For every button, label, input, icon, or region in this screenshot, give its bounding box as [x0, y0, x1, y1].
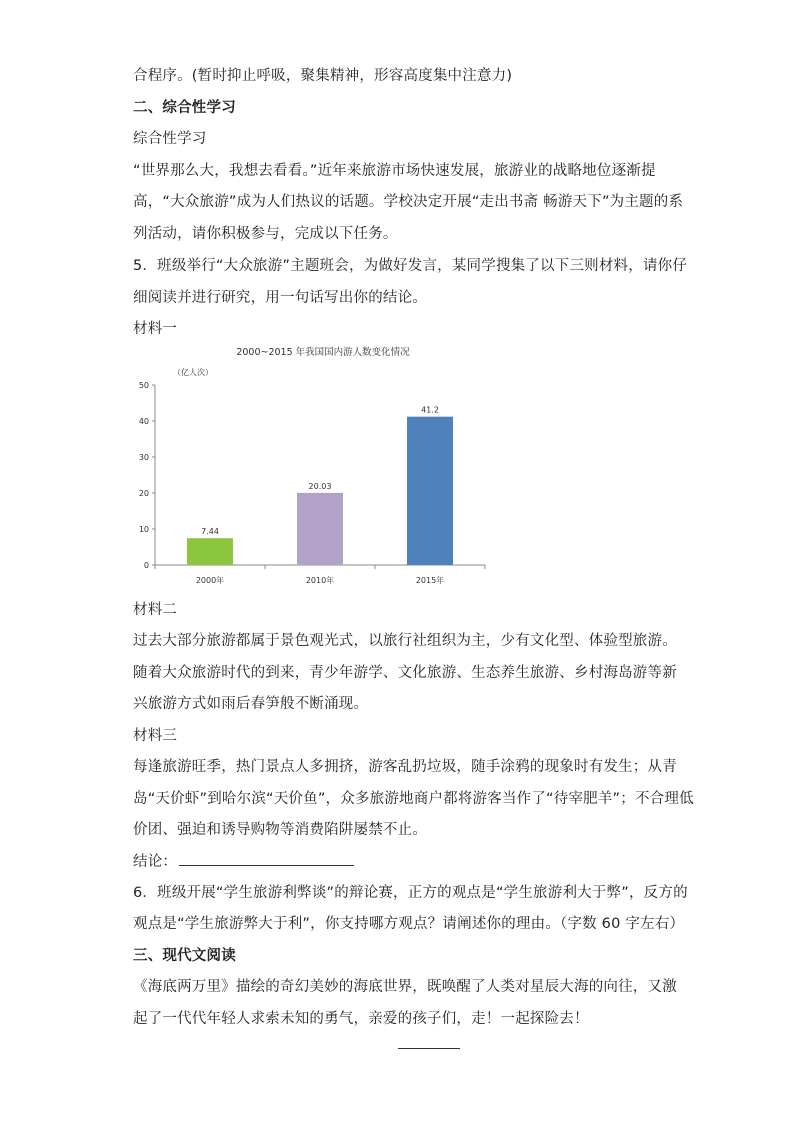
- material-label: 材料二: [133, 602, 178, 618]
- section-heading: 二、综合性学习: [133, 100, 236, 116]
- text-line: “世界那么大，我想去看看。”近年来旅游市场快速发展，旅游业的战略地位逐渐提: [133, 163, 656, 179]
- question-6: 6．班级开展“学生旅游利弊谈”的辩论赛，正方的观点是“学生旅游利大于弊”，反方的: [133, 885, 688, 901]
- y-tick-label: 0: [143, 561, 149, 570]
- y-tick-label: 40: [138, 417, 149, 426]
- bar: [407, 417, 453, 565]
- section-subtitle: 综合性学习: [133, 131, 207, 147]
- x-tick-label: 2015年: [415, 576, 445, 585]
- text-line: 高，“大众旅游”成为人们热议的话题。学校决定开展“走出书斋 畅游天下”为主题的系: [133, 194, 684, 210]
- text-line: 起了一代代年轻人求索未知的勇气，亲爱的孩子们，走！一起探险去！: [133, 1011, 589, 1027]
- question-6-cont: 观点是“学生旅游弊大于利”，你支持哪方观点？请阐述你的理由。（字数 60 字左右）: [133, 916, 685, 932]
- text-line: 《海底两万里》描绘的奇幻美妙的海底世界，既唤醒了人类对星辰大海的向往，又激: [133, 979, 677, 995]
- page-footer-rule: [398, 1048, 460, 1049]
- bar-value-label: 20.03: [308, 481, 332, 491]
- bar-chart: [133, 338, 503, 596]
- text-line: 随着大众旅游时代的到来，青少年游学、文化旅游、生态养生旅游、乡村海岛游等新: [133, 665, 677, 681]
- material-label: 材料一: [133, 321, 178, 337]
- text-line: 每逢旅游旺季，热门景点人多拥挤，游客乱扔垃圾，随手涂鸦的现象时有发生；从青: [133, 759, 677, 775]
- bar-value-label: 7.44: [201, 527, 219, 537]
- section-heading: 三、现代文阅读: [133, 948, 236, 964]
- text-line: 兴旅游方式如雨后春笋般不断涌现。: [133, 696, 369, 712]
- text-line: 价团、强迫和诱导购物等消费陷阱屡禁不止。: [133, 822, 427, 838]
- conclusion-answer-blank[interactable]: [179, 851, 354, 866]
- y-tick-label: 10: [138, 525, 149, 534]
- y-tick-label: 20: [138, 489, 149, 498]
- bar-value-label: 41.2: [421, 405, 439, 415]
- conclusion-label: 结论：: [133, 854, 178, 870]
- bar: [297, 493, 343, 565]
- text-line: 合程序。(暂时抑止呼吸，聚集精神，形容高度集中注意力): [133, 68, 513, 84]
- question-5-cont: 细阅读并进行研究，用一句话写出你的结论。: [133, 290, 427, 306]
- x-tick-label: 2010年: [305, 576, 335, 585]
- text-line: 过去大部分旅游都属于景色观光式，以旅行社组织为主，少有文化型、体验型旅游。: [133, 633, 677, 649]
- y-axis-unit-label: （亿人次）: [173, 368, 213, 377]
- text-line: 岛“天价虾”到哈尔滨“天价鱼”，众多旅游地商户都将游客当作了“待宰肥羊”；不合理低: [133, 791, 694, 807]
- material-label: 材料三: [133, 728, 178, 744]
- y-tick-label: 30: [138, 453, 149, 462]
- question-5: 5．班级举行“大众旅游”主题班会，为做好发言，某同学搜集了以下三则材料，请你仔: [133, 258, 688, 274]
- conclusion-row: [133, 851, 354, 872]
- text-line: 列活动，请你积极参与，完成以下任务。: [133, 226, 398, 242]
- bar: [187, 538, 233, 565]
- x-tick-label: 2000年: [195, 576, 225, 585]
- y-tick-label: 50: [138, 381, 149, 390]
- chart-svg: [133, 338, 503, 596]
- chart-title: 2000~2015 年我国国内游人数变化情况: [236, 347, 410, 358]
